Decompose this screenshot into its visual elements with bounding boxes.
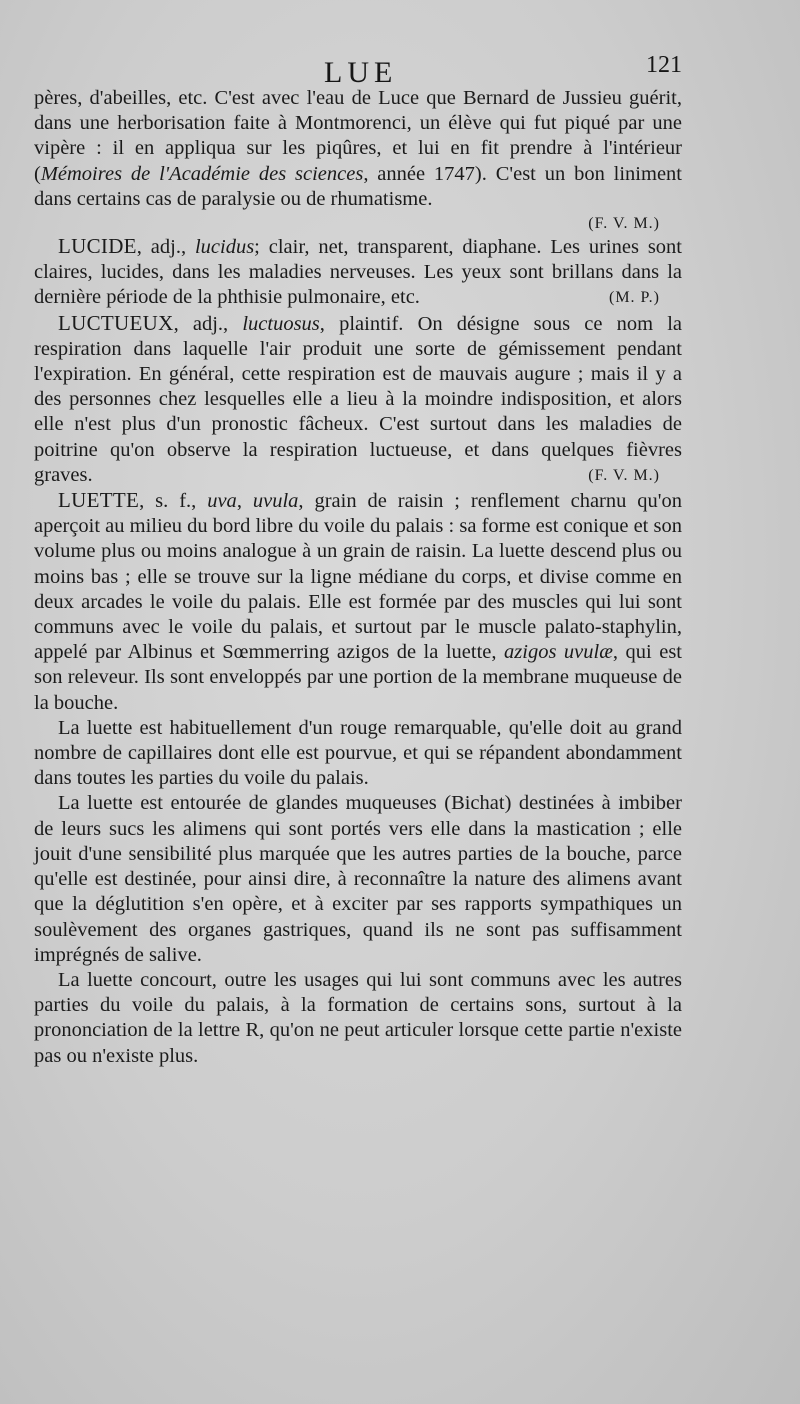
luette-paragraph-2: La luette est habituellement d'un rouge remarquable, qu'elle doit au grand nombre de capillaires dont elle est pourvue, et qui se répandent abondamment dans toutes les parties du voile du palais. <box>34 716 682 790</box>
luctueux-text-1: , adj., <box>173 312 243 335</box>
lucide-text-2: ; clair, net, transparent, diaphane. Les urines sont claires, lucides, dans les maladies nerveuses. Les yeux sont brillans dans la dernière période de la phthisie pulmonaire, etc. <box>34 236 682 309</box>
lucide-latin: lucidus <box>194 236 255 259</box>
headword-luette: LUETTE <box>58 488 140 513</box>
luctueux-initials: (F. V. M.) <box>588 466 660 484</box>
entry-lucide <box>34 234 682 311</box>
lucide-initials: (M. P.) <box>608 289 660 307</box>
entry-continuation <box>34 86 682 212</box>
luette-text-3: , grain de raisin ; renflement charnu qu'on aperçoit au milieu du bord libre du voile du palais : sa forme est conique et son volume plus ou moins analogue à un grain de raisin. La luette descend plus ou moins bas ; elle se trouve sur la ligne médiane du corps, et divise comme en deux arcades le voile du palais. Elle est formée par des muscles qui lui sont communs avec le voile du palais, et surtout par le muscle palato-staphylin, appelé par Albinus et Sœmmerring azigos de la luette, <box>34 490 683 664</box>
luette-paragraph-3: La luette est entourée de glandes muqueuses (Bichat) destinées à imbiber de leurs sucs les alimens qui sont portés vers elle dans la mastication ; elle jouit d'une sensibilité plus marquée que les autres parties de la bouche, parce qu'elle est destinée, pour ainsi dire, à reconnaître la nature des alimens avant que la déglutition s'en opère, et à exciter par ses rapports sympathiques un soulèvement des organes gastriques, quand ils ne sont pas suffisamment imprégnés de salive. <box>34 792 682 966</box>
entry-luctueux <box>34 311 682 488</box>
luette-text-1: , s. f., <box>139 490 208 513</box>
entry-luette <box>34 488 682 716</box>
continuation-italic-title: Mémoires de l'Académie des sciences <box>40 162 364 185</box>
luette-latin-1: uva <box>207 490 237 513</box>
continuation-initials: (F. V. M.) <box>588 215 660 233</box>
running-head: LUE <box>324 56 398 89</box>
luette-text-4: , qui est son releveur. Ils sont enveloppés par une portion de la membrane muqueuse de la bouche. <box>34 641 682 714</box>
luctueux-text-2: , plaintif. On désigne sous ce nom la respiration dans laquelle l'air produit une sorte de gémissement pendant l'expiration. En général, cette respiration est de mauvais augure ; mais il y a des personnes chez lesquelles elle a lieu à la moindre indisposition, et alors elle n'est plus d'un pronostic fâcheux. C'est surtout dans les maladies de poitrine qu'on observe la respiration luctueuse, et dans quelques fièvres graves. <box>34 312 682 486</box>
luette-paragraph-4: La luette concourt, outre les usages qui lui sont communs avec les autres parties du voile du palais, à la formation de certains sons, surtout à la prononciation de la lettre R, qu'on ne peut articuler lorsque cette partie n'existe pas ou n'existe plus. <box>34 968 682 1067</box>
page-number: 121 <box>646 52 682 78</box>
luette-text-2: , <box>236 490 253 513</box>
luette-latin-3: azigos uvulæ <box>504 641 613 664</box>
luctueux-latin: luctuosus <box>242 312 320 335</box>
headword-luctueux: LUCTUEUX <box>58 310 174 335</box>
luette-latin-2: uvula <box>252 490 299 513</box>
page-body <box>34 86 682 1069</box>
continuation-text-1: pères, d'abeilles, etc. C'est avec l'eau de Luce que Bernard de Jussieu guérit, dans une herborisation faite à Montmorenci, un élève qui fut piqué par une vipère : il en appliqua sur les piqûres, et lui en fit prendre à l'intérieur ( <box>34 87 682 185</box>
headword-lucide: LUCIDE <box>58 234 137 259</box>
continuation-text-2: , année 1747). C'est un bon liniment dans certains cas de paralysie ou de rhumatisme. <box>34 162 682 210</box>
lucide-text-1: , adj., <box>136 236 195 259</box>
